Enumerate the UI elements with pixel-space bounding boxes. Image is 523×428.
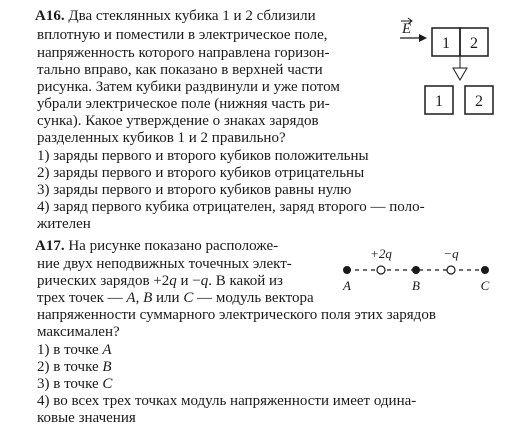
q16-option-4[interactable]: 4) заряд первого кубика отрицателен, заряд второго — поло- — [37, 199, 425, 215]
q16-number: A16. — [35, 8, 65, 24]
point-b-label: B — [412, 278, 420, 293]
point-b-dot — [412, 266, 420, 274]
q16-text-line: тально вправо, как показано в верхней части — [37, 62, 323, 78]
q17-var-q: q — [169, 273, 177, 289]
q17-option-text: 2) в точке — [37, 359, 103, 375]
point-a-label: A — [343, 278, 351, 293]
q16-figure — [400, 18, 493, 114]
point-a-dot — [343, 266, 351, 274]
q17-text-line: напряженности суммарного электрического поля этих зарядов — [37, 307, 436, 323]
q17-option-4[interactable]: 4) во всех трех точках модуль напряженности имеет одина- — [37, 393, 417, 409]
q17-point-a-ref: A — [126, 290, 136, 306]
q17-text: , — [135, 290, 144, 306]
q17-option-point: A — [102, 342, 112, 358]
q17-text-line: ние двух неподвижных точечных элект- — [37, 256, 292, 272]
q17-text: и − — [176, 273, 201, 289]
field-label-e: E — [402, 21, 412, 37]
transition-arrow-head — [453, 68, 467, 80]
q17-text-line: максимален? — [37, 324, 120, 340]
charge-negative — [447, 266, 455, 274]
q17-option-4-cont: ковые значения — [37, 410, 136, 426]
q17-option-point: C — [102, 376, 113, 392]
cube-1-bottom-label: 1 — [435, 93, 443, 110]
q16-option-2[interactable]: 2) заряды первого и второго кубиков отрицательны — [37, 165, 365, 181]
q16-text-line: рисунка. Затем кубики раздвинули и уже потом — [37, 79, 340, 95]
q17-option-point: B — [102, 359, 112, 375]
q16-text-line: сунка). Какое утверждение о знаках зарядов — [37, 113, 319, 129]
q16-text-line: напряженность которого направлена горизон- — [37, 45, 330, 61]
q17-text: или — [152, 290, 184, 306]
q17-option-text: 1) в точке — [37, 342, 103, 358]
cube-2-top-label: 2 — [470, 35, 478, 52]
q17-var-q: q — [200, 273, 209, 289]
charge-positive — [377, 266, 385, 274]
q17-text: рических зарядов +2 — [37, 273, 170, 289]
point-c-label: C — [480, 278, 490, 293]
charge-positive-label: +2q — [370, 246, 392, 261]
q17-point-b-ref: B — [143, 290, 153, 306]
q17-text: . В какой из — [208, 273, 283, 289]
q17-number: A17. — [35, 238, 65, 254]
q17-point-c-ref: C — [183, 290, 194, 306]
q17-text: трех точек — — [37, 290, 127, 306]
q17-figure — [342, 246, 490, 293]
q16-text-line: убрали электрическое поле (нижняя часть ри- — [37, 96, 330, 112]
q17-text-line: На рисунке показано расположе- — [68, 238, 279, 254]
q16-text-line: вплотную и поместили в электрическое поле, — [37, 27, 328, 43]
point-c-dot — [481, 266, 489, 274]
q16-option-1[interactable]: 1) заряды первого и второго кубиков положительны — [37, 148, 369, 164]
q16-text-line: разделенных кубиков 1 и 2 правильно? — [37, 130, 286, 146]
cube-1-top-label: 1 — [442, 35, 450, 52]
q16-text-line: Два стеклянных кубика 1 и 2 сблизили — [68, 8, 316, 24]
cube-2-bottom-label: 2 — [475, 93, 483, 110]
q17-option-text: 3) в точке — [37, 376, 103, 392]
q17-text: — модуль вектора — [193, 290, 314, 306]
q16-option-3[interactable]: 3) заряды первого и второго кубиков равны нулю — [37, 182, 352, 198]
charge-negative-label: −q — [443, 246, 459, 261]
q16-option-4-cont: жителен — [37, 216, 91, 232]
field-arrow-head — [419, 34, 427, 42]
